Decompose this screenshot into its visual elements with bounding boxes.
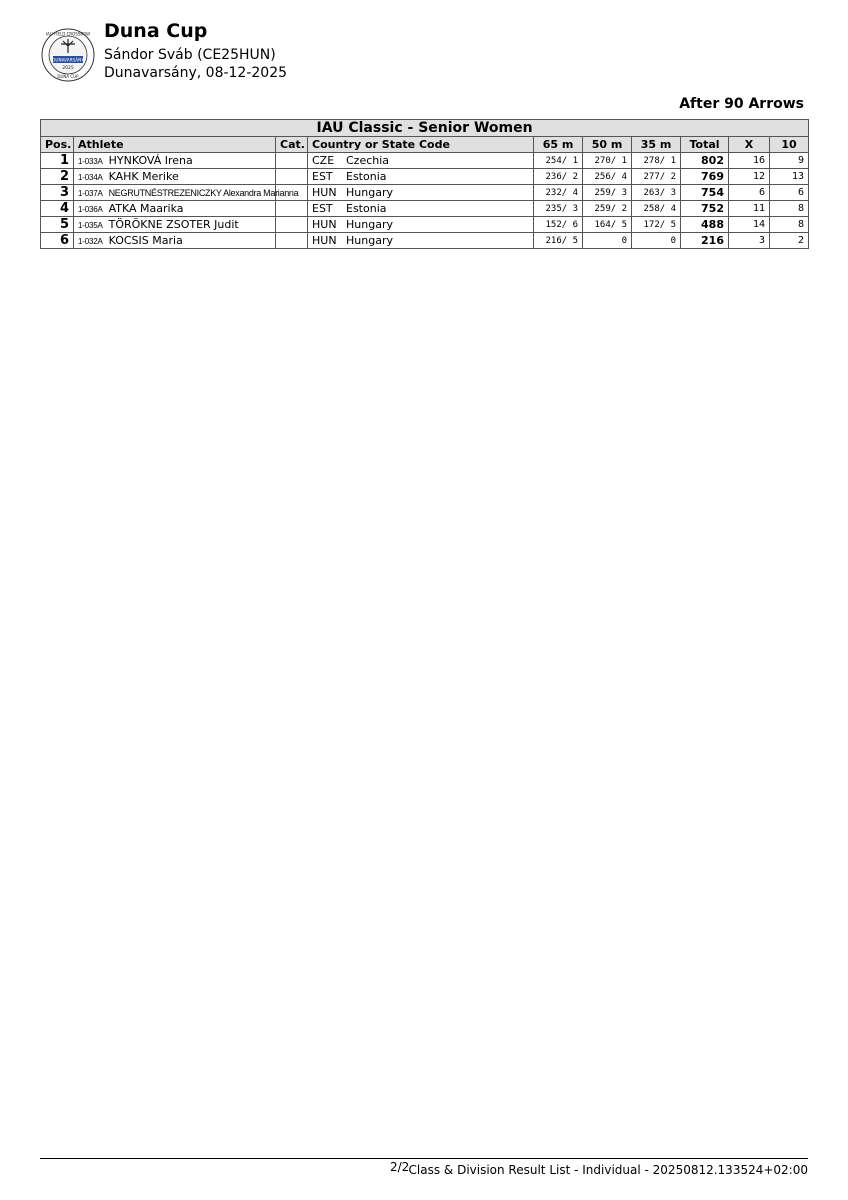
row-athlete [74,201,276,217]
score-50m: 259/ 2 [583,201,632,217]
results-table [40,119,809,249]
row-athlete [74,217,276,233]
country-name: Hungary [346,186,393,199]
footer-divider [40,1158,808,1159]
x-count: 14 [729,217,770,233]
col-total: Total [681,137,729,153]
score-50m: 0 [583,233,632,249]
table-row [41,233,809,249]
table-row [41,153,809,169]
country-name: Estonia [346,170,387,183]
country-name: Hungary [346,234,393,247]
col-65m: 65 m [534,137,583,153]
row-athlete [74,185,299,201]
ten-count: 8 [770,217,809,233]
country-code: EST [312,202,333,215]
country-code: HUN [312,234,337,247]
row-position: 2 [41,169,74,185]
athlete-bib: 1-037A [78,189,103,198]
table-row [41,217,809,233]
score-total: 216 [681,233,729,249]
row-country [308,233,534,249]
x-count: 11 [729,201,770,217]
athlete-name: ATKA Maarika [108,202,184,215]
score-total: 752 [681,201,729,217]
country-code: CZE [312,154,335,167]
col-50m: 50 m [583,137,632,153]
athlete-bib: 1-033A [78,157,103,166]
score-50m: 270/ 1 [583,153,632,169]
score-50m: 164/ 5 [583,217,632,233]
logo-bottom-text: DUNA CUP [57,74,79,79]
score-65m: 152/ 6 [534,217,583,233]
col-athlete: Athlete [74,137,276,153]
row-country [308,201,534,217]
score-35m: 278/ 1 [632,153,681,169]
column-header-row [41,137,809,153]
score-50m: 259/ 3 [583,185,632,201]
country-name: Hungary [346,218,393,231]
row-country [308,153,534,169]
footer-text: Class & Division Result List - Individual - 20250812.133524+02:00 [408,1163,808,1177]
score-35m: 258/ 4 [632,201,681,217]
country-name: Estonia [346,202,387,215]
athlete-bib: 1-032A [78,237,103,246]
after-arrows-label: After 90 Arrows [679,96,804,112]
score-35m: 263/ 3 [632,185,681,201]
table-row [41,185,809,201]
ten-count: 9 [770,153,809,169]
athlete-bib: 1-036A [78,205,103,214]
logo-year-text: 2025 [62,66,74,71]
score-65m: 216/ 5 [534,233,583,249]
page-number: 2/2 [390,1160,410,1174]
country-code: HUN [312,186,337,199]
row-position: 5 [41,217,74,233]
col-35m: 35 m [632,137,681,153]
ten-count: 13 [770,169,809,185]
logo-center-text: DUNAVARSÁNY [52,57,84,63]
score-total: 754 [681,185,729,201]
col-10: 10 [770,137,809,153]
x-count: 12 [729,169,770,185]
score-50m: 256/ 4 [583,169,632,185]
score-65m: 235/ 3 [534,201,583,217]
row-athlete [74,233,276,249]
country-code: HUN [312,218,337,231]
row-category [276,201,308,217]
score-65m: 254/ 1 [534,153,583,169]
row-country [308,169,534,185]
athlete-name: KAHK Merike [108,170,179,183]
row-position: 6 [41,233,74,249]
table-row [41,201,809,217]
table-row [41,169,809,185]
score-35m: 0 [632,233,681,249]
athlete-name: HYNKOVÁ Irena [108,154,193,167]
row-athlete [74,169,276,185]
row-category [276,169,308,185]
event-location-date: Dunavarsány, 08-12-2025 [104,65,288,81]
row-category [276,233,308,249]
ten-count: 8 [770,201,809,217]
country-code: EST [312,170,333,183]
athlete-name: TÖRÖKNE ZSOTER Judit [108,218,239,231]
athlete-bib: 1-035A [78,221,103,230]
row-country [308,185,534,201]
x-count: 6 [729,185,770,201]
row-athlete [74,153,276,169]
score-total: 488 [681,217,729,233]
score-65m: 236/ 2 [534,169,583,185]
score-total: 802 [681,153,729,169]
row-category [276,153,308,169]
country-name: Czechia [346,154,390,167]
col-cat: Cat. [276,137,308,153]
score-65m: 232/ 4 [534,185,583,201]
score-total: 769 [681,169,729,185]
ten-count: 2 [770,233,809,249]
class-title: IAU Classic - Senior Women [41,120,809,137]
athlete-name: NEGRUTNÉSTREZENICZKY Alexandra Marianna [108,188,299,198]
col-country: Country or State Code [308,137,534,153]
x-count: 16 [729,153,770,169]
score-35m: 277/ 2 [632,169,681,185]
row-category [276,217,308,233]
row-position: 1 [41,153,74,169]
event-organizer: Sándor Sváb (CE25HUN) [104,47,276,63]
x-count: 3 [729,233,770,249]
col-x: X [729,137,770,153]
athlete-name: KOCSIS Maria [108,234,183,247]
row-country [308,217,534,233]
row-position: 3 [41,185,74,201]
logo-ring-text: IAU FIELD CROSSBOW [45,31,91,37]
row-position: 4 [41,201,74,217]
event-title: Duna Cup [104,20,208,42]
col-pos: Pos. [41,137,74,153]
ten-count: 6 [770,185,809,201]
athlete-bib: 1-034A [78,173,103,182]
score-35m: 172/ 5 [632,217,681,233]
event-logo [41,28,95,82]
